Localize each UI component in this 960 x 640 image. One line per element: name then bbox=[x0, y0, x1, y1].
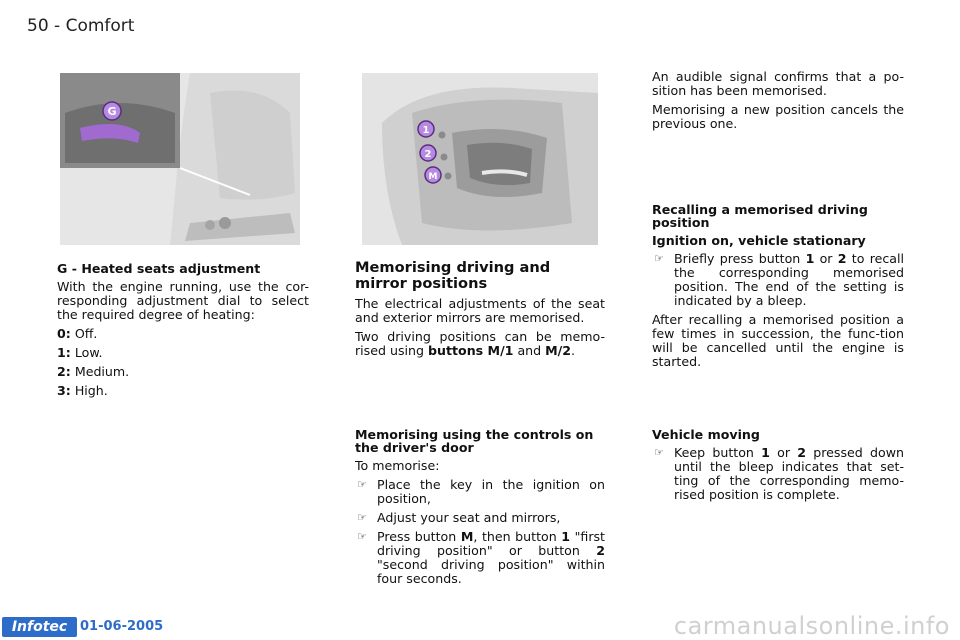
list-item bbox=[355, 478, 605, 506]
pointing-hand-icon: ☞ bbox=[654, 252, 664, 265]
level-text: Medium. bbox=[74, 364, 130, 379]
list-item bbox=[652, 252, 904, 308]
header-separator: - bbox=[54, 16, 61, 36]
text-run: pressed down until the bleep indicates that set-ting of the corresponding memo-rised position is complete. bbox=[674, 445, 904, 502]
footer-date: 01-06-2005 bbox=[80, 619, 164, 634]
heated-seats-intro: With the engine running, use the cor-responding adjustment dial to select the required degree of heating: bbox=[57, 279, 309, 322]
audible-signal-text: An audible signal confirms that a po-sition has been memorised. bbox=[652, 69, 904, 98]
ignition-on-subheading: Ignition on, vehicle stationary bbox=[652, 233, 866, 248]
level-key: 1: bbox=[57, 345, 71, 360]
door-controls-heading: Memorising using the controls on the driver's door bbox=[355, 427, 594, 455]
level-row bbox=[57, 365, 309, 379]
figure-label-m: M bbox=[428, 172, 438, 182]
memorising-p2 bbox=[355, 330, 605, 358]
section-title: Comfort bbox=[65, 16, 135, 36]
door-controls-figure bbox=[362, 73, 598, 245]
vehicle-moving-subheading: Vehicle moving bbox=[652, 427, 760, 442]
list-item bbox=[652, 446, 904, 502]
bullet-text: Place the key in the ignition on position, bbox=[377, 477, 605, 506]
right-column-bottom bbox=[652, 428, 904, 507]
text-run: or bbox=[814, 251, 838, 266]
pointing-hand-icon: ☞ bbox=[357, 530, 367, 543]
text-run: and bbox=[513, 343, 546, 358]
text-run: Briefly press button bbox=[674, 251, 806, 266]
right-column-middle bbox=[652, 203, 904, 374]
level-key: 3: bbox=[57, 383, 71, 398]
list-item bbox=[355, 530, 605, 586]
heated-seats-heading: G - Heated seats adjustment bbox=[57, 261, 261, 276]
level-row bbox=[57, 346, 309, 360]
bullet-text: Adjust your seat and mirrors, bbox=[377, 510, 561, 525]
heated-seat-figure bbox=[60, 73, 300, 245]
level-text: Low. bbox=[74, 345, 103, 360]
middle-column-bottom bbox=[355, 428, 605, 591]
figure-label-2: 2 bbox=[424, 149, 432, 160]
text-run: "second driving position" within four seconds. bbox=[377, 557, 605, 586]
level-key: 0: bbox=[57, 326, 71, 341]
text-run-bold: 2 bbox=[837, 251, 847, 266]
level-text: Off. bbox=[74, 326, 98, 341]
text-run: to recall the corresponding memorised position. The end of the setting is indicated by a bleep. bbox=[674, 251, 904, 308]
text-run: Press button bbox=[377, 529, 461, 544]
list-item bbox=[355, 511, 605, 525]
right-column-top bbox=[652, 70, 904, 136]
recalling-heading: Recalling a memorised driving position bbox=[652, 202, 868, 230]
level-row bbox=[57, 327, 309, 341]
watermark: carmanualsonline.info bbox=[673, 612, 950, 640]
middle-column-top bbox=[355, 260, 605, 363]
text-run-bold: M/2 bbox=[545, 343, 572, 358]
text-run-bold: 1 bbox=[805, 251, 815, 266]
text-run: Two driving positions can be memo-rised using bbox=[355, 329, 605, 358]
text-run: , then button bbox=[473, 529, 562, 544]
cancelled-text: After recalling a memorised position a few times in succession, the func-tion will be cancelled until the engine is started. bbox=[652, 312, 904, 369]
memorising-p1: The electrical adjustments of the seat and exterior mirrors are memorised. bbox=[355, 296, 605, 325]
text-run-bold: M bbox=[460, 529, 474, 544]
figure-label-1: 1 bbox=[422, 125, 430, 136]
text-run-bold: 2 bbox=[797, 445, 807, 460]
text-run-bold: 1 bbox=[561, 529, 571, 544]
pointing-hand-icon: ☞ bbox=[357, 478, 367, 491]
level-key: 2: bbox=[57, 364, 71, 379]
figure-label-g: G bbox=[107, 105, 117, 118]
pointing-hand-icon: ☞ bbox=[654, 446, 664, 459]
level-row bbox=[57, 384, 309, 398]
seat-illustration bbox=[60, 73, 300, 245]
memorising-heading: Memorising driving and mirror positions bbox=[355, 259, 551, 292]
page-header bbox=[27, 16, 134, 36]
text-run: or bbox=[769, 445, 798, 460]
door-illustration bbox=[362, 73, 598, 245]
text-run-bold: buttons M/1 bbox=[428, 343, 514, 358]
level-text: High. bbox=[74, 383, 108, 398]
left-column bbox=[57, 262, 309, 403]
text-run: . bbox=[571, 343, 576, 358]
text-run-bold: 2 bbox=[596, 543, 605, 558]
text-run: Keep button bbox=[674, 445, 762, 460]
page-number: 50 bbox=[27, 16, 49, 36]
infotec-logo: Infotec bbox=[2, 617, 77, 637]
cancels-previous-text: Memorising a new position cancels the previous one. bbox=[652, 102, 904, 131]
text-run: "first driving position" or button bbox=[377, 529, 605, 558]
to-memorise-label: To memorise: bbox=[355, 458, 440, 473]
pointing-hand-icon: ☞ bbox=[357, 511, 367, 524]
text-run-bold: 1 bbox=[761, 445, 770, 460]
